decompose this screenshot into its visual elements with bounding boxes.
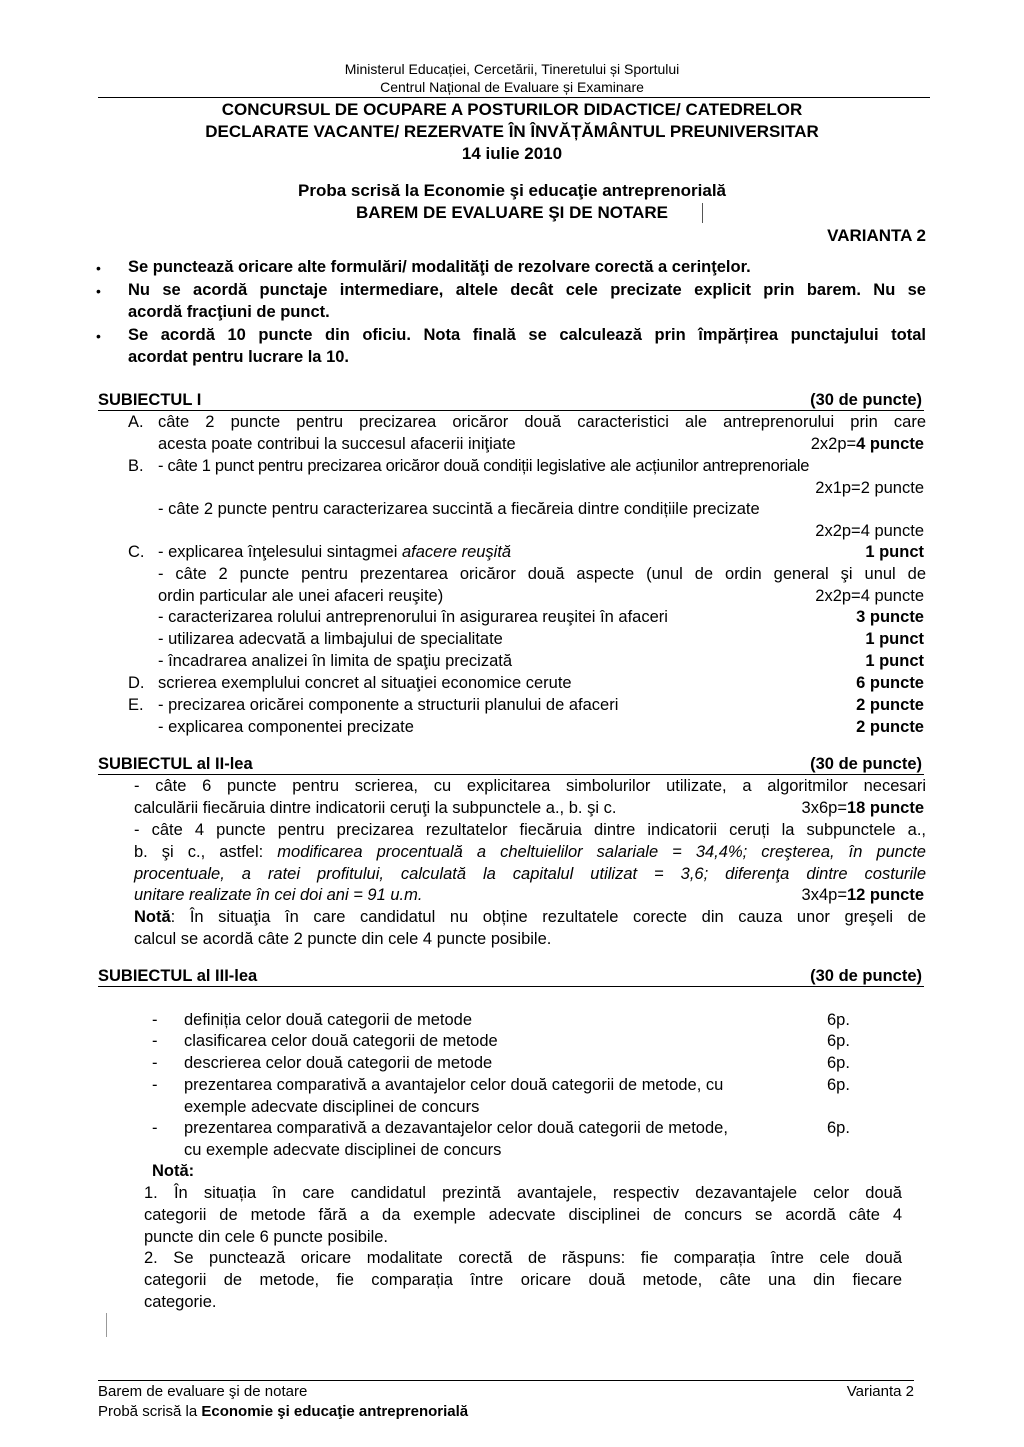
s3-item-3: descrierea celor două categorii de metode: [184, 1054, 493, 1072]
score-formula: 3x6p=: [801, 799, 847, 817]
s1-c-line-1-text: - explicarea înţelesului sintagmei: [158, 543, 402, 561]
s3-item-5-points: 6p.: [827, 1119, 850, 1137]
varianta-label: VARIANTA 2: [827, 226, 926, 245]
rule-2-line-1: Nu se acordă punctaje intermediare, altele decât cele precizate explicit prin barem. Nu se: [128, 281, 926, 299]
s1-c-points-1: 1 punct: [865, 543, 924, 561]
barem-title: BAREM DE EVALUARE ŞI DE NOTARE: [355, 203, 668, 222]
header-divider: [98, 97, 930, 98]
s1-c-points-5: 1 punct: [865, 652, 924, 670]
s1-c-line-1-italic: afacere reuşită: [401, 543, 512, 561]
s2-nota-line-1: [134, 908, 926, 927]
s3-item-3-points: 6p.: [827, 1054, 850, 1072]
footer-divider: [98, 1380, 914, 1381]
score-formula: 3x4p=: [801, 886, 847, 904]
score: [802, 886, 924, 904]
rule-1: Se punctează oricare alte formulări/ modalităţi de rezolvare corectă a cerinţelor.: [128, 258, 751, 276]
s1-c-line-4: - caracterizarea rolului antreprenorului în asigurarea reuşitei în afaceri: [158, 608, 668, 626]
item-label-e: E.: [128, 696, 144, 714]
s1-c-points-4: 1 punct: [865, 630, 924, 648]
s3-nota-title: Notă:: [152, 1162, 195, 1180]
margin-mark: [106, 1313, 107, 1337]
s3-note-2-line-1: 2. Se punctează oricare modalitate corectă de răspuns: fie comparația între cele două: [144, 1249, 902, 1267]
score-total: 12 puncte: [846, 886, 924, 904]
footer-varianta: Varianta 2: [846, 1383, 914, 1400]
s3-item-5-line-2: cu exemple adecvate disciplinei de concurs: [184, 1141, 502, 1159]
s2-line-3: - câte 4 puncte pentru precizarea rezultatelor fiecăruia dintre indicatorii ceruți la subpunctele a.,: [134, 821, 926, 839]
proba-line: [0, 181, 1024, 201]
s2-nota-text: : În situaţia în care candidatul nu obține rezultatele corecte din cauza unor greşeli de: [170, 908, 926, 926]
ministry-name: Ministerul Educației, Cercetării, Tineretului și Sportului: [344, 61, 680, 77]
s2-nota-line-2: calcul se acordă câte 2 puncte din cele 4 puncte posibile.: [134, 930, 552, 948]
s1-a-line-2: acesta poate contribui la succesul afacerii iniţiate: [158, 435, 516, 453]
s2-points-2: [802, 886, 924, 905]
list-dash: -: [152, 1054, 158, 1072]
item-label-d: D.: [128, 674, 145, 692]
s2-line-1: - câte 6 puncte pentru scrierea, cu explicitarea simbolurilor utilizate, a algoritmilor necesari: [134, 777, 926, 795]
footer-line-2: [98, 1403, 468, 1420]
s3-item-5-line-1: prezentarea comparativă a dezavantajelor celor două categorii de metode,: [184, 1119, 728, 1137]
s1-b-line-1: - câte 1 punct pentru precizarea oricăror două condiții legislative ale acțiunilor antreprenoriale: [158, 457, 810, 475]
s1-a-points: [811, 435, 924, 454]
item-label-a: A.: [128, 413, 144, 431]
s1-e-line-2: - explicarea componentei precizate: [158, 718, 414, 736]
center-name: Centrul Național de Evaluare și Examinare: [380, 79, 644, 95]
score-total: 4 puncte: [856, 435, 924, 453]
s1-e-line-1: - precizarea oricărei componente a structurii planului de afaceri: [158, 696, 619, 714]
s1-c-line-5: - utilizarea adecvată a limbajului de specialitate: [158, 630, 503, 648]
list-dash: -: [152, 1119, 158, 1137]
s1-b-points-2: 2x2p=4 puncte: [815, 522, 924, 540]
footer-proba-prefix: Probă scrisă la: [98, 1403, 202, 1420]
proba-subject: Economie şi educaţie antreprenorială: [423, 181, 726, 200]
s2-points-1: [802, 799, 924, 818]
s3-note-1-line-3: puncte din cele 6 puncte posibile.: [144, 1228, 389, 1246]
s2-points: (30 de puncte): [810, 755, 922, 773]
s1-c-line-3: ordin particular ale unei afaceri reuşite): [158, 587, 444, 605]
s3-item-4-line-1: prezentarea comparativă a avantajelor celor două categorii de metode, cu: [184, 1076, 724, 1094]
s1-d-line-1: scrierea exemplului concret al situaţiei economice cerute: [158, 674, 572, 692]
item-label-c: C.: [128, 543, 145, 561]
s1-b-points-1: 2x1p=2 puncte: [815, 479, 924, 497]
s1-c-line-6: - încadrarea analizei în limita de spaţiu precizată: [158, 652, 513, 670]
s3-item-1-points: 6p.: [827, 1011, 850, 1029]
s3-note-2-line-3: categorie.: [144, 1293, 217, 1311]
s3-item-4-points: 6p.: [827, 1076, 850, 1094]
s2-line-6: unitare realizate în cei doi ani = 91 u.m.: [134, 886, 423, 904]
s3-item-1: definiția celor două categorii de metode: [184, 1011, 473, 1029]
s1-c-points-2: 2x2p=4 puncte: [815, 587, 924, 605]
list-dash: -: [152, 1076, 158, 1094]
s1-c-line-2: - câte 2 puncte pentru prezentarea oricăror două aspecte (unul de ordin general şi unul de: [158, 565, 926, 583]
contest-title-line-2: DECLARATE VACANTE/ REZERVATE ÎN ÎNVĂȚĂMÂNTUL PREUNIVERSITAR: [205, 122, 819, 141]
s2-title: SUBIECTUL al II-lea: [98, 755, 253, 773]
bullet: •: [96, 328, 101, 344]
bullet: •: [96, 283, 101, 299]
rule-2-line-2: acordă fracţiuni de punct.: [128, 303, 330, 321]
score: [811, 435, 924, 453]
s3-note-1-line-1: 1. În situația în care candidatul prezintă avantajele, respectiv dezavantajele celor două: [144, 1184, 902, 1202]
bullet: •: [96, 260, 101, 276]
rule-3-line-2: acordat pentru lucrare la 10.: [128, 348, 350, 366]
s3-item-4-line-2: exemple adecvate disciplinei de concurs: [184, 1098, 480, 1116]
score-total: 18 puncte: [846, 799, 924, 817]
s1-c-points-3: 3 puncte: [856, 608, 924, 626]
s3-item-2-points: 6p.: [827, 1032, 850, 1050]
s1-title: SUBIECTUL I: [98, 391, 202, 409]
s1-e-points-2: 2 puncte: [856, 718, 924, 736]
item-label-b: B.: [128, 457, 144, 475]
s1-a-line-1: câte 2 puncte pentru precizarea oricăror două caracteristici ale antreprenorului prin care: [158, 413, 926, 431]
s1-d-points: 6 puncte: [856, 674, 924, 692]
s3-title: SUBIECTUL al III-lea: [98, 967, 258, 985]
score: [802, 799, 924, 817]
s2-line-4: [134, 843, 926, 862]
s3-note-2-line-2: categorii de metode, fie comparația între oricare două metode, câte una din fiecare: [144, 1271, 902, 1289]
footer-proba-subject: Economie şi educaţie antreprenorială: [201, 1403, 469, 1420]
s1-points: (30 de puncte): [810, 391, 922, 409]
s2-line-4-text: b. şi c., astfel:: [134, 843, 278, 861]
exam-date: 14 iulie 2010: [461, 144, 563, 163]
s1-underline: [98, 410, 924, 411]
s1-e-points-1: 2 puncte: [856, 696, 924, 714]
s2-line-4-italic: modificarea procentuală a cheltuielilor salariale = 34,4%; creşterea, în puncte: [277, 843, 926, 861]
s2-line-5: procentuale, a ratei profitului, calculată la capitalul utilizat = 3,6; diferenţa dintre costurile: [134, 865, 926, 883]
list-dash: -: [152, 1011, 158, 1029]
rule-3-line-1: Se acordă 10 puncte din oficiu. Nota finală se calculează prin împărțirea punctajului total: [128, 326, 926, 344]
score-formula: 2x2p=: [810, 435, 857, 453]
s3-underline: [98, 986, 924, 987]
s1-b-line-2: - câte 2 puncte pentru caracterizarea succintă a fiecăreia dintre condițiile precizate: [158, 500, 760, 518]
list-dash: -: [152, 1032, 158, 1050]
proba-prefix: Proba scrisă la: [297, 181, 424, 200]
text-cursor: [702, 203, 703, 223]
s2-line-2: calculării fiecăruia dintre indicatorii ceruţi la subpunctele a., b. şi c.: [134, 799, 617, 817]
s3-points: (30 de puncte): [810, 967, 922, 985]
s3-item-2: clasificarea celor două categorii de metode: [184, 1032, 498, 1050]
footer-line-1: Barem de evaluare şi de notare: [98, 1383, 308, 1400]
contest-title-line-1: CONCURSUL DE OCUPARE A POSTURILOR DIDACTICE/ CATEDRELOR: [221, 100, 803, 119]
s3-note-1-line-2: categorii de metode fără a da exemple adecvate disciplinei de concurs se acordă câte 4: [144, 1206, 902, 1224]
s2-underline: [98, 774, 924, 775]
s2-nota-label: Notă: [134, 908, 171, 926]
s1-c-line-1: [158, 543, 511, 562]
